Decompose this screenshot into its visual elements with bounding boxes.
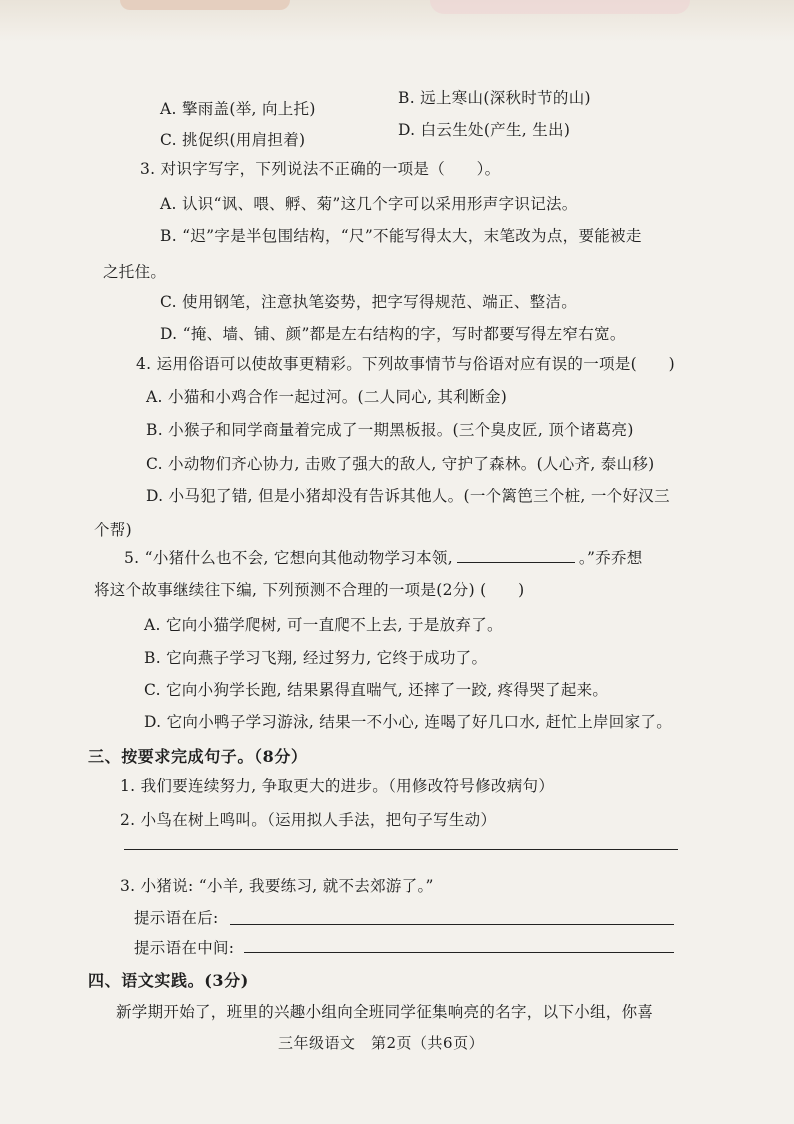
q4-option-d-line1: D. 小马犯了错, 但是小猪却没有告诉其他人。(一个篱笆三个桩, 一个好汉三 <box>146 487 670 505</box>
q2-option-b: B. 远上寒山(深秋时节的山) <box>398 89 591 107</box>
answer-line[interactable] <box>124 849 678 850</box>
q3-stem: 3. 对识字写字，下列说法不正确的一项是（ ）。 <box>140 160 501 178</box>
q2-option-d: D. 白云生处(产生, 生出) <box>398 121 571 139</box>
q3-option-b-line1: B. “迟”字是半包围结构，“尺”不能写得太大，末笔改为点，要能被走 <box>160 227 642 245</box>
prompt-after-answer-line[interactable] <box>230 924 674 925</box>
scan-artifact <box>430 0 690 14</box>
q4-option-d-line2: 个帮) <box>94 521 132 539</box>
q5-stem-line2: 将这个故事继续往下编, 下列预测不合理的一项是(2分) ( ) <box>94 581 525 599</box>
q5-option-a: A. 它向小猫学爬树, 可一直爬不上去, 于是放弃了。 <box>144 616 503 634</box>
section3-item1: 1. 我们要连续努力, 争取更大的进步。（用修改符号修改病句） <box>120 777 555 795</box>
section4-text: 新学期开始了，班里的兴趣小组向全班同学征集响亮的名字，以下小组，你喜 <box>116 1003 654 1021</box>
scan-artifact <box>120 0 290 10</box>
prompt-middle-answer-line[interactable] <box>244 952 674 953</box>
section3-item2: 2. 小鸟在树上鸣叫。（运用拟人手法，把句子写生动） <box>120 811 497 829</box>
prompt-after-label: 提示语在后: <box>134 909 219 927</box>
q4-stem: 4. 运用俗语可以使故事更精彩。下列故事情节与俗语对应有误的一项是( ) <box>136 355 675 373</box>
q5-stem-part2: 。”乔乔想 <box>578 549 643 567</box>
page-footer: 三年级语文 第2页（共6页） <box>278 1034 485 1052</box>
q4-option-b: B. 小猴子和同学商量着完成了一期黑板报。(三个臭皮匠, 顶个诸葛亮) <box>146 421 634 439</box>
q5-option-b: B. 它向燕子学习飞翔, 经过努力, 它终于成功了。 <box>144 649 488 667</box>
q3-option-b-line2: 之托住。 <box>103 263 167 281</box>
q5-option-c: C. 它向小狗学长跑, 结果累得直喘气, 还摔了一跤, 疼得哭了起来。 <box>144 681 609 699</box>
q4-option-c: C. 小动物们齐心协力, 击败了强大的敌人, 守护了森林。(人心齐, 泰山移) <box>146 455 655 473</box>
q5-stem-line1 <box>124 546 643 568</box>
q4-option-a: A. 小猫和小鸡合作一起过河。(二人同心, 其利断金) <box>146 388 508 406</box>
q3-option-d: D. “掩、墙、铺、颜”都是左右结构的字，写时都要写得左窄右宽。 <box>160 325 626 343</box>
prompt-middle-label: 提示语在中间: <box>134 939 235 957</box>
q3-option-a: A. 认识“讽、喂、孵、菊”这几个字可以采用形声字识记法。 <box>160 195 578 213</box>
q2-option-c: C. 挑促织(用肩担着) <box>160 131 306 149</box>
q5-option-d: D. 它向小鸭子学习游泳, 结果一不小心, 连喝了好几口水, 赶忙上岸回家了。 <box>144 713 672 731</box>
section3-item3: 3. 小猪说: “小羊, 我要练习, 就不去郊游了。” <box>120 877 434 895</box>
q5-answer-blank[interactable] <box>457 548 575 563</box>
page-top-shadow <box>0 0 794 42</box>
section4-heading: 四、语文实践。(3分) <box>88 971 249 990</box>
section3-heading: 三、按要求完成句子。（8分） <box>88 747 308 766</box>
q5-stem-part1: 5. “小猪什么也不会, 它想向其他动物学习本领, <box>124 549 453 567</box>
q2-option-a: A. 擎雨盖(举, 向上托) <box>160 100 316 118</box>
q3-option-c: C. 使用钢笔，注意执笔姿势，把字写得规范、端正、整洁。 <box>160 293 578 311</box>
